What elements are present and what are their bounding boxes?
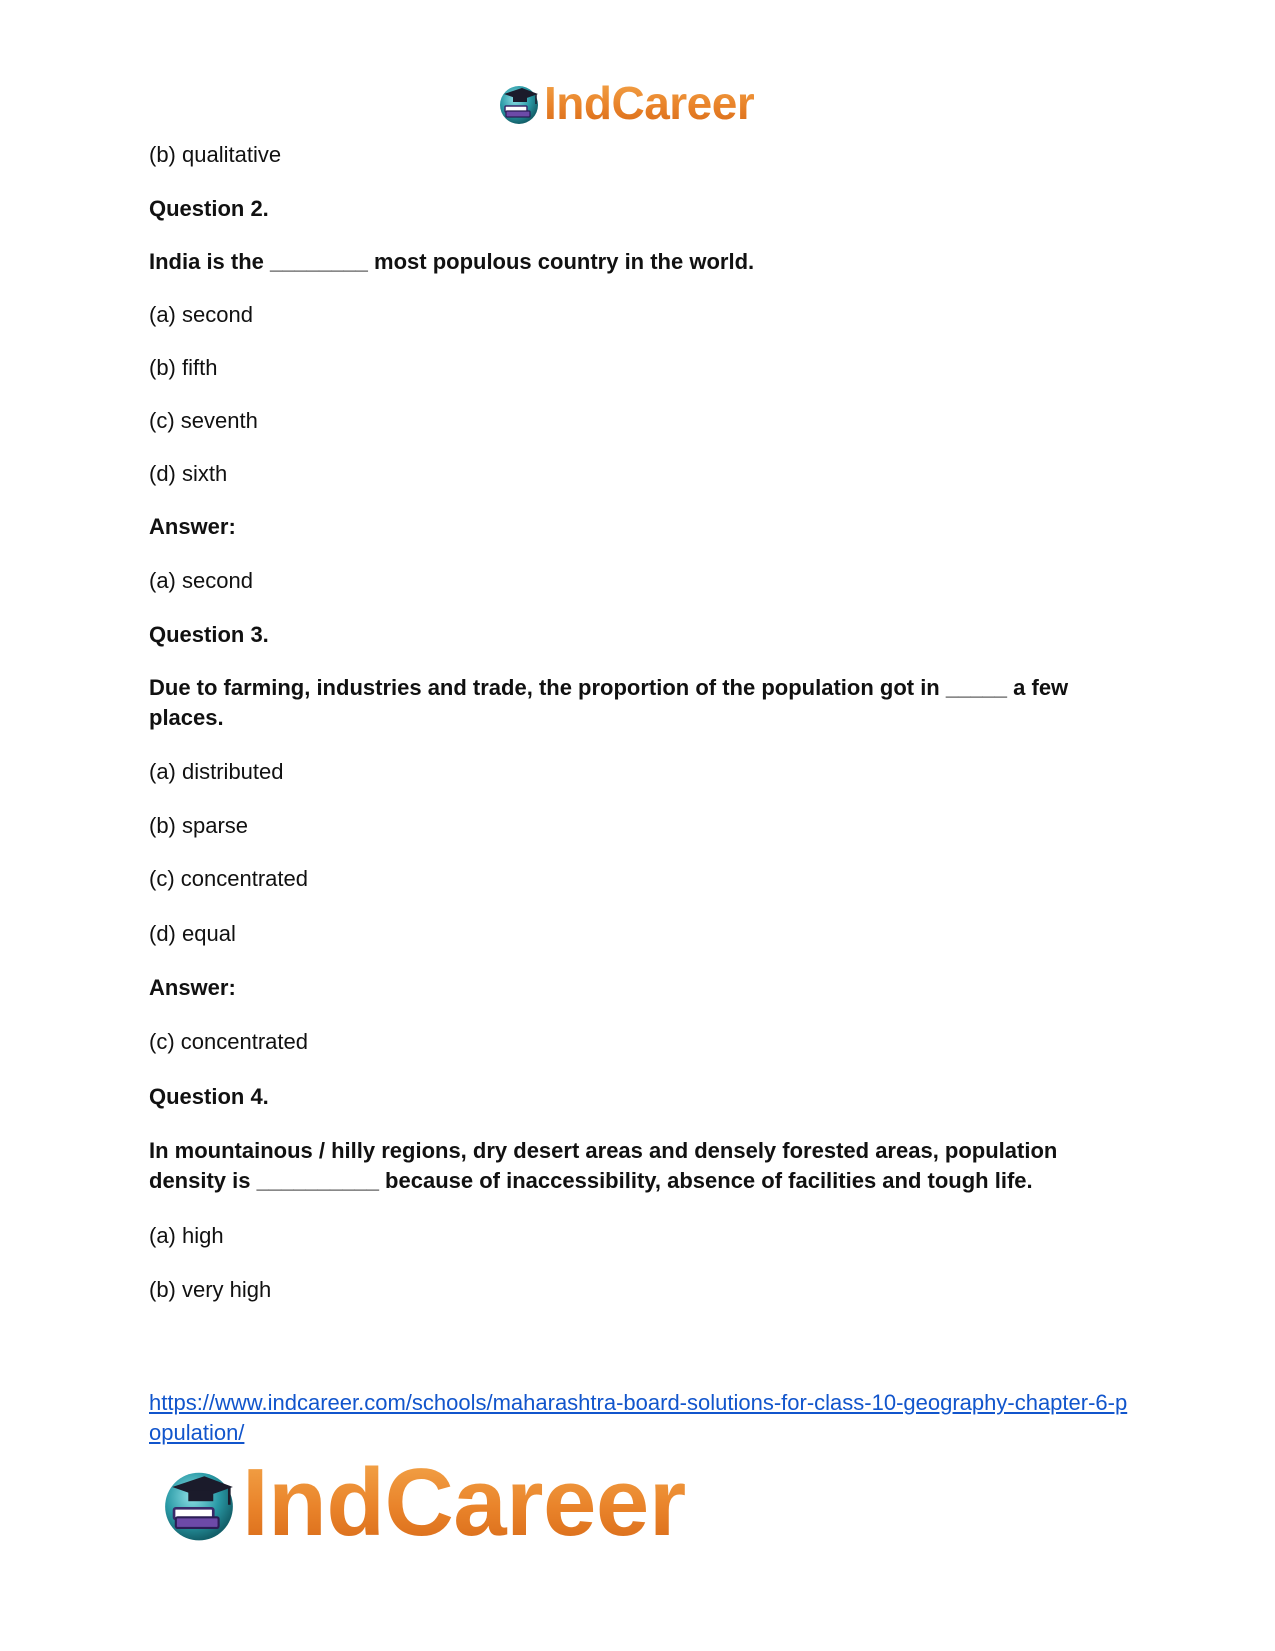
option-a: (a) second <box>149 302 253 327</box>
logo-text: IndCareer <box>544 77 755 129</box>
option-b: (b) very high <box>149 1277 272 1302</box>
option-b: (b) fifth <box>149 355 218 380</box>
header-logo <box>496 78 754 128</box>
option-a: (a) high <box>149 1223 224 1248</box>
question-heading: Question 3. <box>149 622 269 647</box>
question-heading: Question 4. <box>149 1084 269 1109</box>
answer-text: (c) concentrated <box>149 1029 308 1054</box>
option-c: (c) seventh <box>149 408 258 433</box>
logo-text: IndCareer <box>242 1449 686 1556</box>
answer-label: Answer: <box>149 975 236 1000</box>
option-b: (b) sparse <box>149 813 249 838</box>
footer-logo <box>158 1449 686 1556</box>
question-text: India is the ________ most populous country in the world. <box>149 249 755 274</box>
question-heading: Question 2. <box>149 196 269 221</box>
globe-graduation-cap-icon <box>158 1462 240 1544</box>
option-a: (a) distributed <box>149 759 284 784</box>
source-link[interactable]: https://www.indcareer.com/schools/maharashtra-board-solutions-for-class-10-geography-chapter-6-population/ <box>149 1390 1128 1445</box>
option-d: (d) sixth <box>149 461 228 486</box>
question-text: In mountainous / hilly regions, dry desert areas and densely forested areas, population density is __________ because of inaccessibility, absence of facilities and tough life. <box>149 1138 1058 1193</box>
answer-label: Answer: <box>149 514 236 539</box>
text-line: (b) qualitative <box>149 142 282 167</box>
answer-text: (a) second <box>149 568 253 593</box>
question-text: Due to farming, industries and trade, the proportion of the population got in _____ a few places. <box>149 675 1069 730</box>
globe-graduation-cap-icon <box>496 80 542 126</box>
option-d: (d) equal <box>149 921 236 946</box>
option-c: (c) concentrated <box>149 866 308 891</box>
